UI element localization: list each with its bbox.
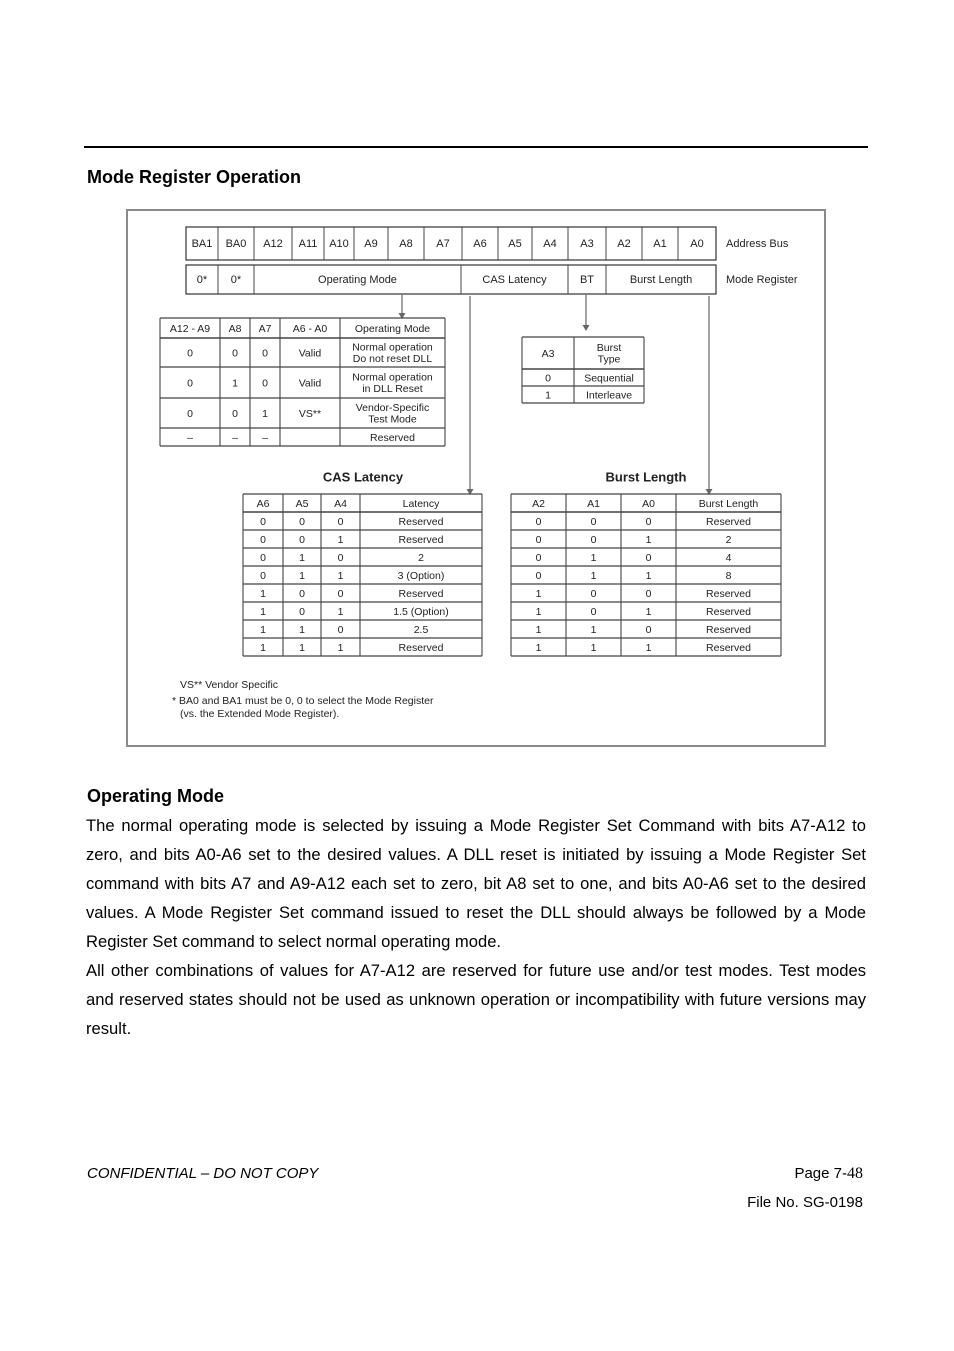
op-mode-table-cell: Valid [298, 347, 322, 360]
cas-latency-table-cell: 0 [337, 551, 344, 564]
cas-latency-table-cell: 1 [337, 641, 344, 654]
bit-a5: A5 [508, 237, 522, 250]
burst-length-table-cell: 0 [590, 587, 597, 600]
cas-latency-table-cell: 0 [299, 515, 305, 528]
op-mode-table-header: Operating Mode [354, 322, 431, 335]
cas-latency-table-cell: 0 [260, 515, 266, 528]
mode-field-4: BT [579, 273, 595, 286]
op-mode-table-cell: 1 [232, 377, 238, 390]
op-mode-table-cell: Reserved [370, 431, 415, 444]
op-mode-table-cell: in DLL Reset [362, 383, 423, 396]
burst-length-table-cell: 1 [535, 605, 542, 618]
cas-latency-table-cell: 3 (Option) [397, 569, 445, 582]
cas-latency-table-cell: 1 [299, 641, 305, 654]
bit-a12: A12 [263, 237, 283, 250]
burst-length-table-cell: 1 [645, 641, 652, 654]
burst-length-table-cell: 1 [590, 569, 597, 582]
cas-latency-table-cell: 0 [337, 587, 344, 600]
burst-length-table-cell: 1 [645, 533, 652, 546]
burst-length-table-header: Burst Length [698, 497, 759, 510]
burst-length-table-header: A2 [532, 497, 545, 510]
op-mode-table-cell: Vendor-Specific [355, 402, 430, 415]
footer-page-number: 48 [847, 1165, 863, 1182]
burst-length-table-cell: 1 [645, 569, 652, 582]
bit-a4: A4 [543, 237, 557, 250]
burst-length-table-cell: 0 [590, 605, 597, 618]
burst-length-title: Burst Length [605, 469, 687, 485]
cas-latency-table-cell: 0 [337, 515, 344, 528]
cas-latency-table-cell: 1 [337, 569, 344, 582]
burst-length-table-cell: 0 [645, 551, 652, 564]
section-title: Mode Register Operation [87, 167, 302, 187]
bit-a3: A3 [580, 237, 594, 250]
burst-length-table-cell: 0 [645, 587, 652, 600]
burst-length-table-cell: Reserved [706, 587, 751, 600]
cas-latency-table-cell: 0 [299, 605, 305, 618]
burst-length-table-cell: Reserved [706, 515, 751, 528]
bit-a7: A7 [436, 237, 450, 250]
op-mode-table-cell: – [187, 431, 193, 444]
burst-length-table-header: A1 [587, 497, 600, 510]
bit-a6: A6 [473, 237, 487, 250]
op-mode-table-cell: 0 [187, 377, 193, 390]
mode-field-1: 0* [230, 273, 242, 286]
paragraph-2: All other combinations of values for A7-A12 are reserved for future use and/or test modes. Test modes and reserved states should not be used as unknown operation or incompatibility with future versions may result. [86, 961, 866, 1038]
cas-latency-table-cell: 1 [260, 641, 266, 654]
burst-length-table-cell: 1 [535, 587, 542, 600]
cas-latency-table-cell: 0 [260, 551, 266, 564]
bit-a0: A0 [690, 237, 704, 250]
paragraph-1: The normal operating mode is selected by issuing a Mode Register Set Command with bits A7-A12 to zero, and bits A0-A6 set to the desired values. A DLL reset is initiated by issuing a Mode Register Set command with bits A7 and A9-A12 each set to zero, bit A8 set to one, and bits A0-A6 set to the desired values. A Mode Register Set command issued to reset the DLL should always be followed by a Mode Register Set command to select normal operating mode. [86, 816, 866, 951]
cas-latency-table-cell: Reserved [398, 641, 444, 654]
burst-type-table-header: Burst [596, 342, 622, 355]
bit-a11: A11 [298, 237, 318, 250]
op-mode-table-cell: Do not reset DLL [352, 353, 433, 366]
op-mode-table-cell: Normal operation [352, 341, 433, 354]
burst-length-table-cell: 0 [590, 533, 597, 546]
cas-latency-table-cell: 0 [260, 533, 266, 546]
op-mode-table-cell: 0 [187, 407, 193, 420]
mode-register-figure [126, 209, 826, 747]
arrow-burst-type-head [583, 325, 590, 331]
mode-field-2: Operating Mode [318, 273, 397, 286]
op-mode-table-cell: – [232, 431, 238, 444]
burst-length-table-cell: 1 [590, 641, 597, 654]
op-mode-table-header: A6 - A0 [292, 322, 328, 335]
burst-length-table-cell: 1 [535, 641, 542, 654]
cas-latency-table-cell: 0 [299, 533, 305, 546]
burst-length-table-header: A0 [642, 497, 655, 510]
footer-file-number: File No. SG-0198 [747, 1194, 863, 1211]
cas-latency-table-cell: 0 [337, 623, 344, 636]
cas-latency-table-cell: 2 [418, 551, 424, 564]
bit-a1: A1 [653, 237, 667, 250]
cas-latency-table-cell: 0 [299, 587, 305, 600]
cas-latency-table-header: A5 [295, 497, 309, 510]
cas-latency-table-cell: 1 [337, 533, 344, 546]
bit-ba1: BA1 [191, 237, 213, 250]
mode-field-0: 0* [196, 273, 208, 286]
burst-length-table-cell: 1 [645, 605, 652, 618]
cas-latency-table-cell: Reserved [398, 587, 444, 600]
op-mode-table-header: A7 [258, 322, 272, 335]
op-mode-table-header: A8 [228, 322, 242, 335]
mode-field-3: CAS Latency [482, 273, 547, 286]
op-mode-table-cell: – [262, 431, 268, 444]
cas-latency-title: CAS Latency [322, 469, 404, 485]
op-mode-table-cell: 0 [187, 347, 193, 360]
op-mode-table-cell: Normal operation [352, 371, 433, 384]
burst-length-table-cell: 8 [725, 569, 732, 582]
cas-latency-table-cell: 1 [299, 569, 305, 582]
bit-a10: A10 [329, 237, 349, 250]
op-mode-table-cell: Valid [298, 377, 322, 390]
operating-mode-body [86, 811, 866, 1043]
bit-a2: A2 [617, 237, 631, 250]
mode-field-5: Burst Length [629, 273, 693, 286]
note-vendor-specific: VS** Vendor Specific [180, 678, 279, 691]
footer-confidential: CONFIDENTIAL – DO NOT COPY [87, 1165, 319, 1182]
burst-type-table-cell: 0 [545, 372, 551, 385]
cas-latency-table-cell: 0 [260, 569, 266, 582]
burst-length-table-cell: 0 [590, 515, 597, 528]
burst-length-table-cell: 4 [725, 551, 732, 564]
cas-latency-table-cell: Reserved [398, 515, 444, 528]
op-mode-table-cell: 0 [232, 407, 238, 420]
burst-length-table-cell: 0 [535, 551, 542, 564]
burst-type-table-cell: Interleave [585, 389, 633, 402]
op-mode-table-cell: 0 [262, 377, 268, 390]
bit-a9: A9 [364, 237, 378, 250]
op-mode-table-cell: VS** [298, 407, 322, 420]
burst-type-table-header: Type [597, 353, 621, 366]
op-mode-table-cell: 0 [232, 347, 238, 360]
cas-latency-table-cell: 1 [337, 605, 344, 618]
burst-length-table-cell: 0 [645, 623, 652, 636]
note-extended: (vs. the Extended Mode Register). [180, 707, 340, 720]
operating-mode-heading: Operating Mode [87, 786, 225, 806]
burst-length-table-cell: Reserved [706, 641, 751, 654]
address-bus-label: Address Bus [726, 237, 789, 250]
footer-page-label: Page 7- [794, 1165, 847, 1182]
op-mode-table-cell: Test Mode [368, 413, 417, 426]
burst-length-table-cell: Reserved [706, 605, 751, 618]
burst-type-table-cell: Sequential [584, 372, 634, 385]
footer-page [794, 1165, 863, 1183]
cas-latency-table-cell: 1 [299, 623, 305, 636]
mode-register-diagram [128, 211, 828, 749]
bit-ba0: BA0 [225, 237, 247, 250]
bit-a8: A8 [399, 237, 413, 250]
note-ba-bits: * BA0 and BA1 must be 0, 0 to select the Mode Register [172, 694, 434, 707]
op-mode-table-header: A12 - A9 [169, 322, 211, 335]
burst-length-table-cell: 0 [535, 569, 542, 582]
cas-latency-table-cell: 1 [260, 623, 266, 636]
burst-length-table-cell: 2 [725, 533, 732, 546]
cas-latency-table-header: A6 [256, 497, 270, 510]
cas-latency-table-header: A4 [334, 497, 347, 510]
burst-length-table-cell: 0 [645, 515, 652, 528]
cas-latency-table-header: Latency [402, 497, 440, 510]
top-rule [84, 146, 868, 148]
burst-length-table-cell: 1 [590, 623, 597, 636]
cas-latency-table-cell: 1 [260, 605, 266, 618]
burst-type-table-header: A3 [541, 347, 555, 360]
cas-latency-table-cell: Reserved [398, 533, 444, 546]
burst-length-table-cell: 1 [535, 623, 542, 636]
mode-register-label: Mode Register [726, 273, 798, 286]
cas-latency-table-cell: 1 [260, 587, 266, 600]
burst-length-table-cell: 1 [590, 551, 597, 564]
burst-length-table-cell: Reserved [706, 623, 751, 636]
cas-latency-table-cell: 1 [299, 551, 305, 564]
burst-length-table-cell: 0 [535, 515, 542, 528]
burst-length-table-cell: 0 [535, 533, 542, 546]
op-mode-table-cell: 0 [262, 347, 268, 360]
op-mode-table-cell: 1 [262, 407, 268, 420]
cas-latency-table-cell: 2.5 [413, 623, 429, 636]
cas-latency-table-cell: 1.5 (Option) [393, 605, 449, 618]
burst-type-table-cell: 1 [545, 389, 551, 402]
